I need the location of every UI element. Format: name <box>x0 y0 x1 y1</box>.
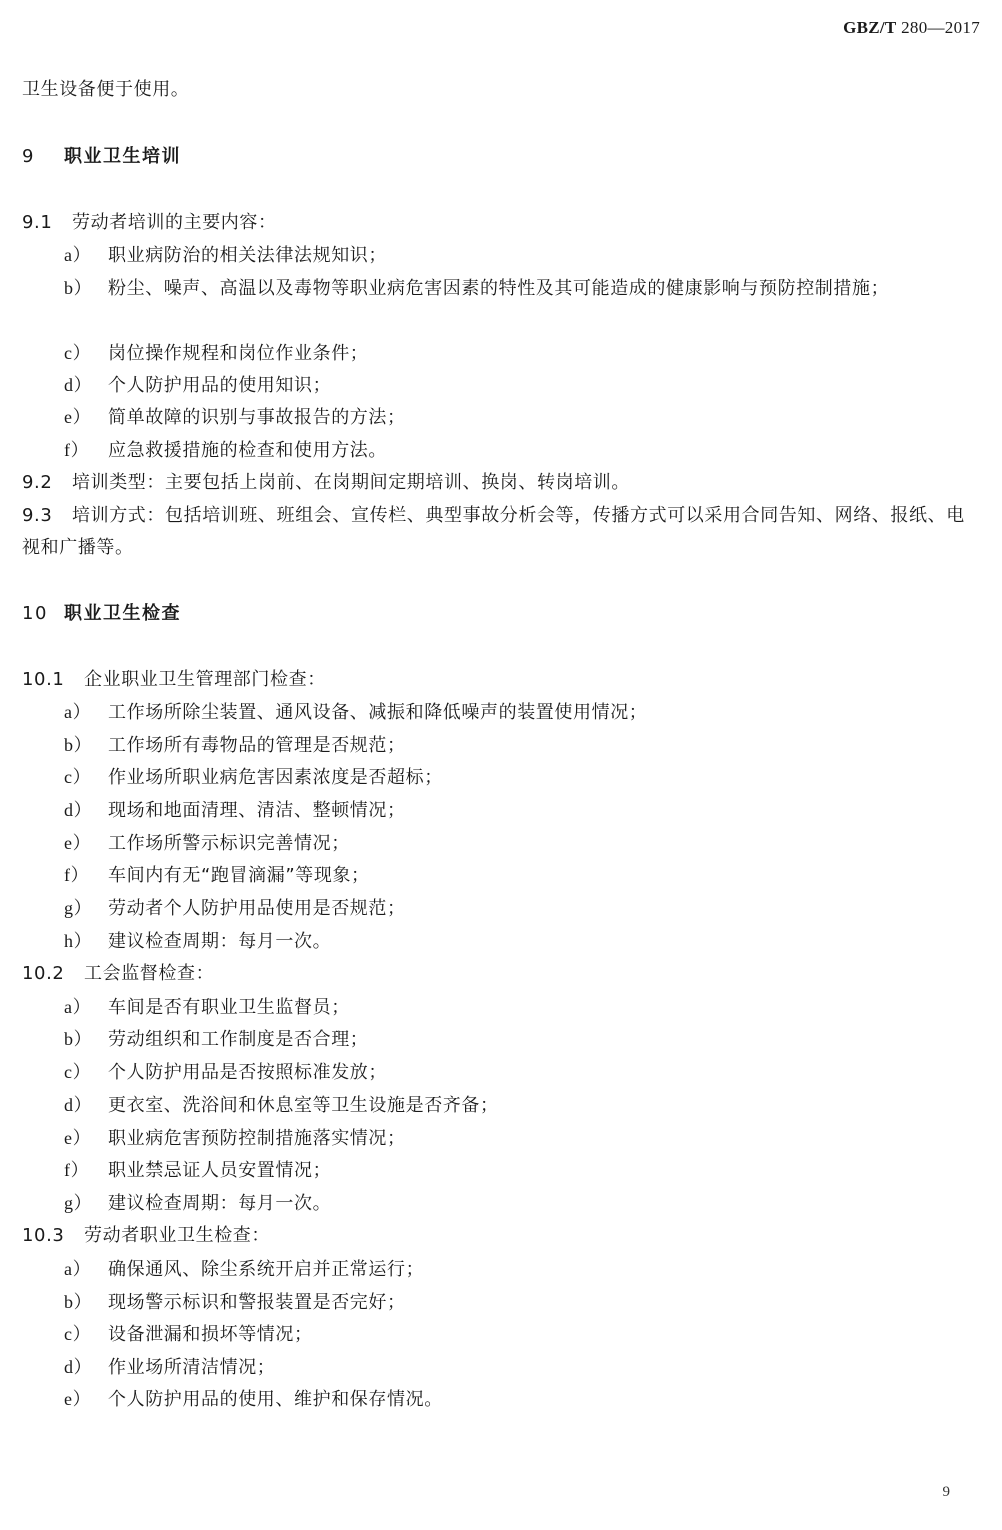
clause-10-2: 10.2 工会监督检查： <box>22 963 215 984</box>
clause-9-2: 9.2 培训类型：主要包括上岗前、在岗期间定期培训、换岗、转岗培训。 <box>22 472 630 493</box>
clause-9-1: 9.1 劳动者培训的主要内容： <box>22 212 277 233</box>
list-item: c） 个人防护用品是否按照标准发放； <box>64 1062 387 1083</box>
list-item: d） 现场和地面清理、清洁、整顿情况； <box>64 800 406 821</box>
section-9-heading: 9 职业卫生培训 <box>22 146 181 167</box>
intro-text: 卫生设备便于使用。 <box>22 79 190 100</box>
list-item: f） 职业禁忌证人员安置情况； <box>64 1160 332 1181</box>
list-item: d） 个人防护用品的使用知识； <box>64 375 332 396</box>
list-item: c） 作业场所职业病危害因素浓度是否超标； <box>64 767 443 788</box>
list-item: g） 劳动者个人防护用品使用是否规范； <box>64 898 406 919</box>
clause-10-3: 10.3 劳动者职业卫生检查： <box>22 1225 270 1246</box>
list-item: e） 简单故障的识别与事故报告的方法； <box>64 407 406 428</box>
list-item: b） 粉尘、噪声、高温以及毒物等职业病危害因素的特性及其可能造成的健康影响与预防控制措施； <box>64 278 890 299</box>
list-item: f） 应急救援措施的检查和使用方法。 <box>64 440 387 461</box>
list-item: h） 建议检查周期：每月一次。 <box>64 931 332 952</box>
list-item: b） 劳动组织和工作制度是否合理； <box>64 1029 369 1050</box>
list-item: a） 工作场所除尘装置、通风设备、减振和降低噪声的装置使用情况； <box>64 702 648 723</box>
list-item: e） 工作场所警示标识完善情况； <box>64 833 350 854</box>
list-item: b） 现场警示标识和警报装置是否完好； <box>64 1292 406 1313</box>
page-number: 9 <box>942 1484 950 1500</box>
list-item: d） 作业场所清洁情况； <box>64 1357 276 1378</box>
list-item: a） 职业病防治的相关法律法规知识； <box>64 245 387 266</box>
clause-9-3: 9.3 培训方式：包括培训班、班组会、宣传栏、典型事故分析会等，传播方式可以采用合同告知、网络、报纸、电视和广播等。 <box>22 505 965 558</box>
list-item: e） 个人防护用品的使用、维护和保存情况。 <box>64 1389 443 1410</box>
list-item: a） 确保通风、除尘系统开启并正常运行； <box>64 1259 425 1280</box>
list-item: g） 建议检查周期：每月一次。 <box>64 1193 332 1214</box>
list-item: f） 车间内有无“跑冒滴漏”等现象； <box>64 865 370 886</box>
list-item: b） 工作场所有毒物品的管理是否规范； <box>64 735 406 756</box>
list-item: e） 职业病危害预防控制措施落实情况； <box>64 1128 406 1149</box>
clause-10-1: 10.1 企业职业卫生管理部门检查： <box>22 669 326 690</box>
list-item: a） 车间是否有职业卫生监督员； <box>64 997 350 1018</box>
standard-code: GBZ/T 280—2017 <box>843 18 980 37</box>
list-item: c） 设备泄漏和损坏等情况； <box>64 1324 313 1345</box>
list-item: c） 岗位操作规程和岗位作业条件； <box>64 343 369 364</box>
list-item: d） 更衣室、洗浴间和休息室等卫生设施是否齐备； <box>64 1095 499 1116</box>
section-10-heading: 10 职业卫生检查 <box>22 603 181 624</box>
